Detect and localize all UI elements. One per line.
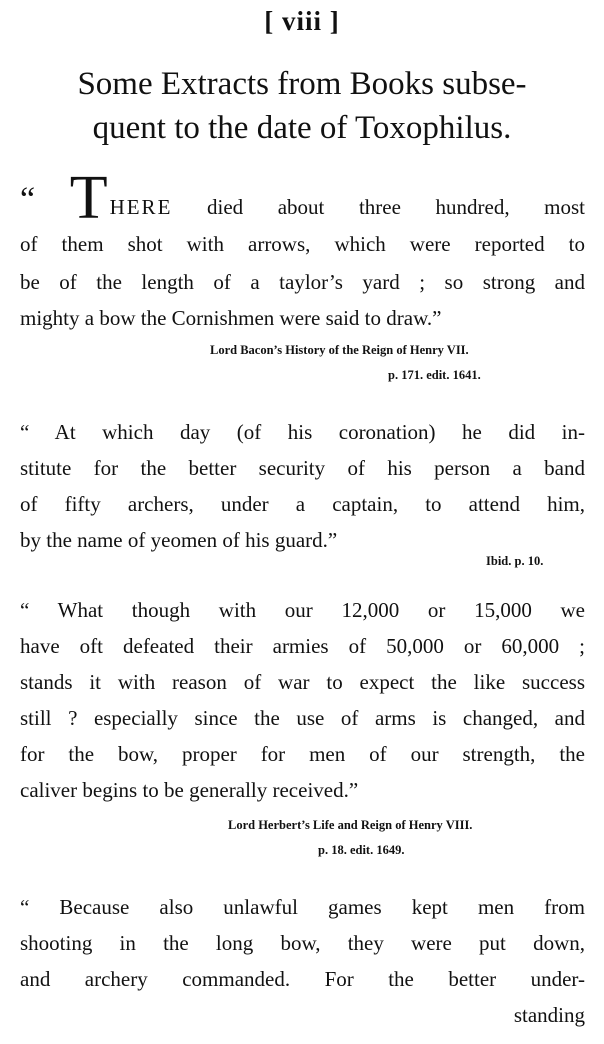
extract1-line-2: of them shot with arrows, which were reported to (20, 232, 585, 256)
page-number: [ viii ] (264, 6, 340, 36)
extract1-line-1-rest: died about three hundred, most (206, 195, 586, 219)
extract3-source-1: Lord Herbert’s Life and Reign of Henry VIII. (228, 818, 473, 832)
heading-line-2: quent to the date of Toxophilus. (92, 110, 512, 146)
extract2-line-1: “ At which day (of his coronation) he did in- (20, 420, 585, 444)
extract1-line-3: be of the length of a taylor’s yard ; so strong and (20, 270, 585, 294)
extract3-line-2: have oft defeated their armies of 50,000 or 60,000 ; (20, 634, 585, 658)
extract2-source: Ibid. p. 10. (486, 554, 544, 568)
extract3-line-6: caliver begins to be generally received.” (20, 778, 359, 802)
heading-line-1: Some Extracts from Books subse- (77, 66, 527, 102)
extract1-line-1 (20, 164, 586, 232)
section-heading (0, 62, 604, 150)
extract1-source-1: Lord Bacon’s History of the Reign of Henry VII. (210, 343, 469, 357)
small-caps-word: HERE (109, 195, 173, 219)
extract1-source-2: p. 171. edit. 1641. (388, 368, 481, 382)
extract3-source-2: p. 18. edit. 1649. (318, 843, 405, 857)
extract4-line-2: shooting in the long bow, they were put down, (20, 931, 585, 955)
drop-cap: T (69, 164, 108, 232)
extract4-line-3: and archery commanded. For the better under- (20, 967, 585, 991)
open-quote: “ (20, 181, 36, 218)
extract1-line-4: mighty a bow the Cornishmen were said to draw.” (20, 306, 442, 330)
extract4-line-1: “ Because also unlawful games kept men from (20, 895, 585, 919)
extract2-line-3: of fifty archers, under a captain, to attend him, (20, 492, 585, 516)
extract2-line-4: by the name of yeomen of his guard.” (20, 528, 338, 552)
catchword: standing (513, 1003, 585, 1027)
extract3-line-3: stands it with reason of war to expect the like success (20, 670, 585, 694)
extract3-line-1: “ What though with our 12,000 or 15,000 we (20, 598, 585, 622)
extract3-line-4: still ? especially since the use of arms is changed, and (20, 706, 585, 730)
extract3-line-5: for the bow, proper for men of our strength, the (20, 742, 585, 766)
extract2-line-2: stitute for the better security of his person a band (20, 456, 585, 480)
